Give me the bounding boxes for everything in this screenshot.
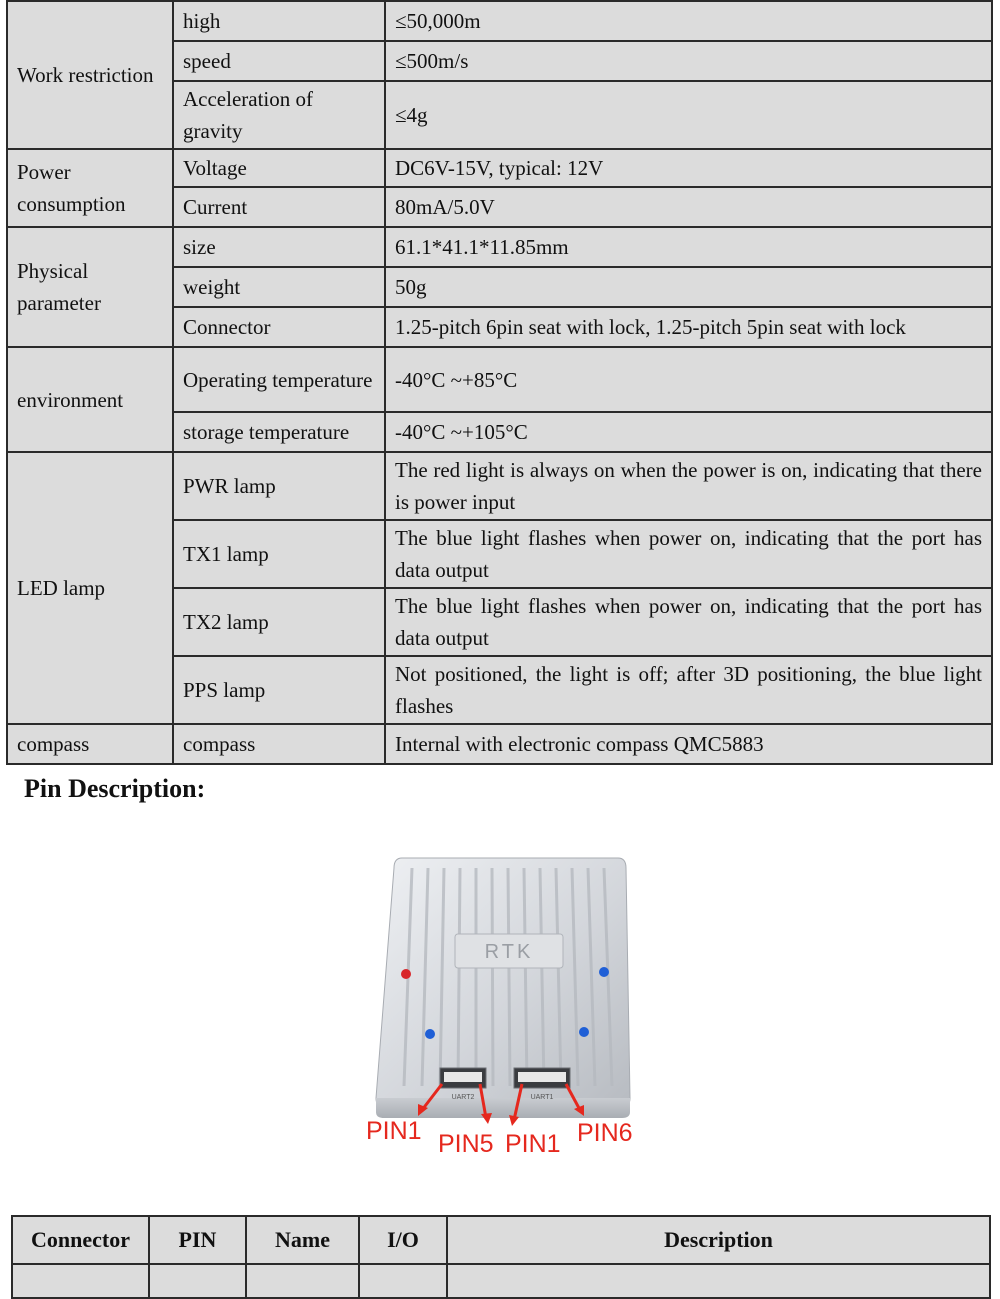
group-label: compass (7, 724, 173, 764)
spec-table (6, 0, 993, 765)
param-value: The red light is always on when the power is on, indicating that there is power input (385, 452, 992, 520)
spec-row (7, 347, 992, 412)
header-pin: PIN (149, 1216, 246, 1264)
header-description: Description (447, 1216, 990, 1264)
param-label: PWR lamp (173, 452, 385, 520)
param-value: 1.25-pitch 6pin seat with lock, 1.25-pitch 5pin seat with lock (385, 307, 992, 347)
uart1-label: UART1 (530, 1094, 554, 1101)
param-label: Operating temperature (173, 347, 385, 412)
param-value: The blue light flashes when power on, indicating that the port has data output (385, 520, 992, 588)
param-label: Connector (173, 307, 385, 347)
header-io: I/O (359, 1216, 447, 1264)
param-label: compass (173, 724, 385, 764)
spec-row (7, 724, 992, 764)
param-label: weight (173, 267, 385, 307)
pwr-led-icon (401, 969, 411, 979)
uart2-label: UART2 (451, 1094, 475, 1101)
param-label: storage temperature (173, 412, 385, 452)
param-value: Not positioned, the light is off; after 3D positioning, the blue light flashes (385, 656, 992, 724)
param-value: The blue light flashes when power on, indicating that the port has data output (385, 588, 992, 656)
param-label: PPS lamp (173, 656, 385, 724)
header-name: Name (246, 1216, 359, 1264)
param-value: -40°C ~+85°C (385, 347, 992, 412)
param-label: speed (173, 41, 385, 81)
pps-led-icon (599, 967, 609, 977)
param-label: size (173, 227, 385, 267)
spec-row (7, 1, 992, 41)
param-value: ≤50,000m (385, 1, 992, 41)
param-label: Current (173, 187, 385, 227)
pin-table (11, 1215, 991, 1299)
pin-label: PIN5 (438, 1130, 494, 1158)
group-label: Power consumption (7, 149, 173, 227)
param-label: high (173, 1, 385, 41)
spec-row (7, 227, 992, 267)
param-value: -40°C ~+105°C (385, 412, 992, 452)
module-front-edge (376, 1098, 630, 1118)
param-label: Acceleration of gravity (173, 81, 385, 149)
group-label: environment (7, 347, 173, 452)
pin-label: PIN1 (366, 1117, 422, 1145)
param-label: TX2 lamp (173, 588, 385, 656)
param-value: DC6V-15V, typical: 12V (385, 149, 992, 187)
pin-label: PIN6 (577, 1119, 633, 1147)
group-label: Physical parameter (7, 227, 173, 347)
param-value: Internal with electronic compass QMC5883 (385, 724, 992, 764)
tx1-led-icon (579, 1027, 589, 1037)
tx2-led-icon (425, 1029, 435, 1039)
param-label: TX1 lamp (173, 520, 385, 588)
param-value: ≤4g (385, 81, 992, 149)
param-value: 80mA/5.0V (385, 187, 992, 227)
pin-label: PIN1 (505, 1130, 561, 1158)
header-connector: Connector (12, 1216, 149, 1264)
param-value: 50g (385, 267, 992, 307)
rtk-module-illustration (350, 850, 650, 1160)
table-row (12, 1264, 990, 1298)
section-title: Pin Description: (24, 774, 206, 803)
group-label: LED lamp (7, 452, 173, 724)
param-label: Voltage (173, 149, 385, 187)
spec-row (7, 452, 992, 520)
pin-table-header (12, 1216, 990, 1264)
spec-row (7, 149, 992, 187)
param-value: ≤500m/s (385, 41, 992, 81)
group-label: Work restriction (7, 1, 173, 149)
rtk-badge-label: RTK (484, 941, 534, 963)
param-value: 61.1*41.1*11.85mm (385, 227, 992, 267)
